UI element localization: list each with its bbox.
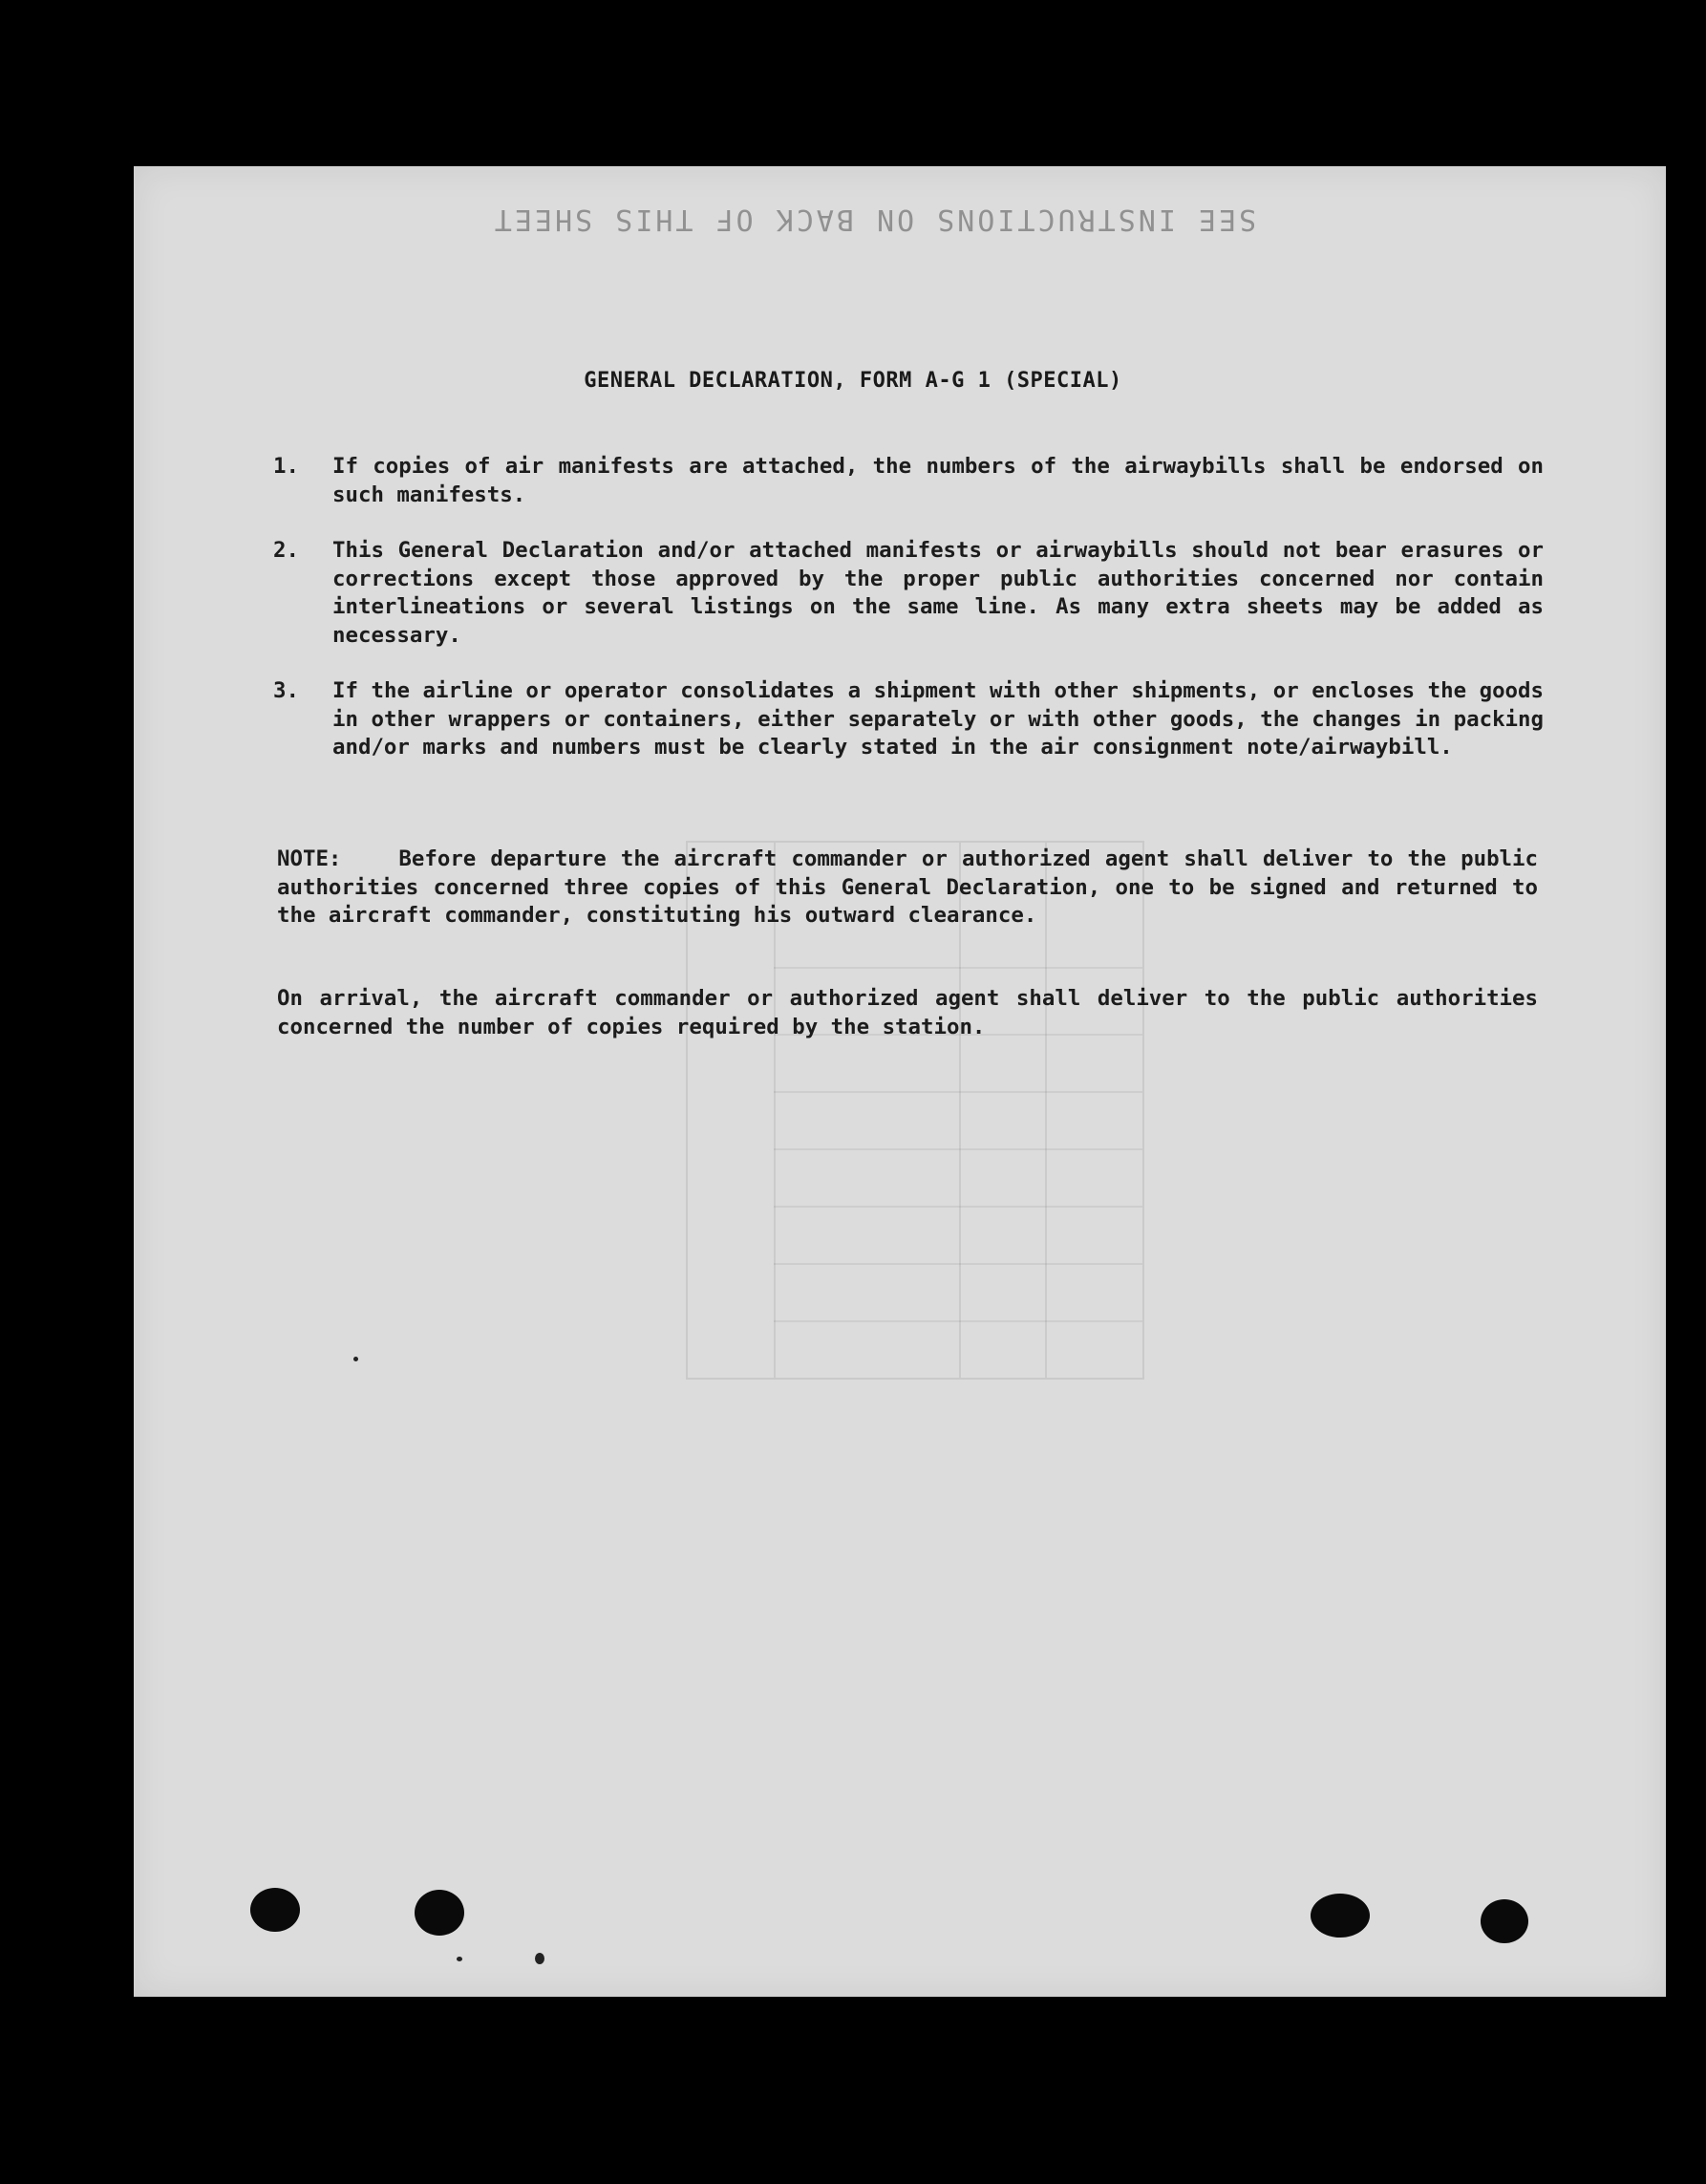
punch-hole — [415, 1890, 464, 1936]
item-number: 3. — [273, 678, 299, 703]
form-title: GENERAL DECLARATION, FORM A-G 1 (SPECIAL) — [584, 369, 1122, 393]
arrival-paragraph: On arrival, the aircraft commander or authorized agent shall deliver to the public authorities concerned the number of copies required by the station. — [277, 986, 1538, 1039]
item-number: 2. — [273, 538, 299, 563]
punch-hole — [1481, 1899, 1528, 1943]
scan-speck — [457, 1957, 462, 1961]
instruction-item-3 — [273, 677, 1544, 762]
item-text: This General Declaration and/or attached manifests or airwaybills should not bear erasures or corrections except those approved by the proper public authorities concerned nor contain interlineations or several listings on the same line. As many extra sheets may be added as necessary. — [332, 538, 1544, 648]
item-text: If the airline or operator consolidates a shipment with other shipments, or encloses the goods in other wrappers or containers, either separately or with other goods, the changes in packing and/or marks and numbers must be clearly stated in the air consignment note/airwaybill. — [332, 678, 1544, 760]
item-text: If copies of air manifests are attached, the numbers of the airwaybills shall be endorsed on such manifests. — [332, 454, 1544, 507]
punch-hole — [250, 1888, 300, 1932]
note-paragraph — [277, 846, 1538, 931]
note-text: Before departure the aircraft commander or authorized agent shall deliver to the public authorities concerned three copies of this General Declaration, one to be signed and returned to the aircraft commander, constituting his outward clearance. — [277, 846, 1538, 928]
scan-speck — [535, 1953, 544, 1964]
scan-speck — [353, 1357, 358, 1361]
instruction-item-1 — [273, 453, 1544, 509]
note-label: NOTE: — [277, 846, 342, 871]
bleed-through-header: SEE INSTRUCTIONS ON BACK OF THIS SHEET — [491, 203, 1257, 236]
item-number: 1. — [273, 454, 299, 479]
punch-hole — [1311, 1894, 1370, 1938]
instruction-item-2 — [273, 537, 1544, 650]
